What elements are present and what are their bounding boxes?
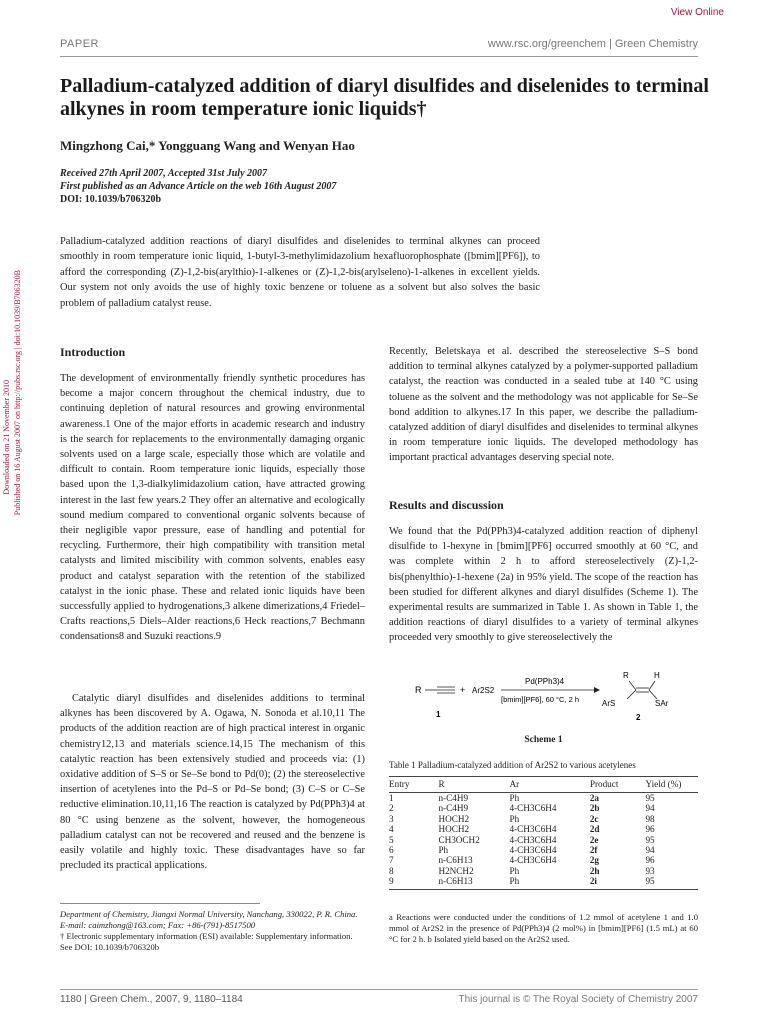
footnote-rule (60, 903, 260, 904)
esi-note: † Electronic supplementary information (ESI) available: Supplementary information. See DOI: 10.1039/b706320b (60, 931, 353, 952)
table-row (389, 793, 698, 804)
copyright-note: This journal is © The Royal Society of Chemistry 2007 (458, 994, 698, 1005)
table-cell: 3 (389, 813, 394, 824)
table-cell: 95 (645, 834, 655, 845)
published-date: First published as an Advance Article on the web 16th August 2007 (60, 181, 337, 192)
scheme-product-bond-sar (649, 690, 657, 699)
table-cell: n-C6H13 (438, 876, 509, 889)
table-cell: 4-CH3C6H4 (509, 803, 557, 814)
table-cell: 2 (389, 803, 394, 814)
table-cell: 2e (589, 834, 599, 845)
scheme-plus: + (460, 685, 466, 695)
scheme-product-bond-ars (627, 690, 636, 699)
scheme-1-diagram (389, 666, 698, 746)
table-header-entry: Entry (389, 777, 438, 793)
view-online-link[interactable]: View Online (670, 7, 724, 18)
table-cell: H2NCH2 (438, 865, 474, 876)
table-cell: n-C4H9 (438, 793, 469, 803)
footer-rule (60, 989, 698, 990)
table-cell: 95 (645, 876, 698, 889)
scheme-product-sar: SAr (655, 699, 669, 708)
table-body (389, 793, 698, 890)
table-row (389, 866, 698, 876)
table-cell: n-C6H13 (438, 855, 473, 866)
table-cell: 2i (590, 876, 646, 889)
abstract: Palladium-catalyzed addition reactions of diaryl disulfides and diselenides to terminal alkynes can proceed smoothly in room temperature ionic liquid, 1-butyl-3-methylimidazolium hexafluorophosphate ([bmim][PF6]), to afford the corresponding (Z)-1,2-bis(arylthio)-1-alkenes or (Z)-1,2-bis(arylseleno)-1-alkenes in excellent yields. Our system not only avoids the use of highly toxic benzene or toluene as a solvent but also solves the basic problem of palladium catalyst reuse. (60, 236, 540, 309)
table-cell: 9 (389, 876, 438, 889)
table-cell: 98 (645, 813, 655, 824)
results-heading: Results and discussion (389, 498, 504, 512)
table-cell: 2c (589, 813, 599, 824)
table-cell: 4 (389, 824, 394, 835)
table-cell: HOCH2 (438, 824, 470, 835)
paper-label: PAPER (60, 38, 99, 50)
article-title: Palladium-catalyzed addition of diaryl disulfides and diselenides to terminal alkynes in room temperature ionic liquids† (60, 75, 709, 120)
sidebar-downloaded: Downloaded on 21 November 2010 (2, 380, 11, 495)
table-cell: 6 (389, 845, 394, 856)
table-cell: 2d (589, 824, 600, 835)
table-header-row (389, 777, 698, 793)
table-cell: 96 (645, 855, 655, 866)
table-cell: Ph (509, 813, 520, 824)
journal-url[interactable]: www.rsc.org/greenchem | Green Chemistry (487, 38, 698, 50)
scheme-product-bond-h (649, 681, 655, 690)
introduction-heading: Introduction (60, 345, 126, 359)
article-dates (60, 167, 336, 206)
table-cell: 2b (589, 803, 600, 814)
results-paragraph-1: We found that the Pd(PPh3)4-catalyzed addition reaction of diphenyl disulfide to 1-hexyne in [bmim][PF6] occurred smoothly at 60 °C, and was complete within 2 h to afford stereoselectively (Z)-1,2-bis(phenylthio)-1-hexene (2a) in 95% yield. The scope of the reaction has been studied for different alkynes and diaryl disulfides (Scheme 1). The experimental results are summarized in Table 1. As shown in Table 1, the addition reactions of diaryl disulfides to a variety of terminal alkynes proceeded very smoothly to give stereoselectively the (389, 526, 698, 644)
scheme-reagent: Ar2S2 (472, 686, 495, 695)
received-date: Received 27th April 2007, Accepted 31st July 2007 (60, 168, 268, 179)
table-cell: 2h (589, 865, 600, 876)
table-cell: HOCH2 (438, 813, 470, 824)
table-cell: CH3OCH2 (438, 834, 480, 845)
scheme-conditions: [bmim][PF6], 60 °C, 2 h (501, 695, 580, 704)
page-header (60, 38, 698, 54)
table-cell: 93 (645, 865, 655, 876)
table-cell: 2a (589, 793, 600, 803)
table-row (389, 814, 698, 824)
scheme-label-2: 2 (636, 713, 641, 722)
table-cell: 95 (645, 793, 655, 803)
table-header-ar: Ar (510, 777, 590, 793)
table-cell: 7 (389, 855, 394, 866)
authors: Mingzhong Cai,* Yongguang Wang and Wenyan Hao (60, 138, 355, 153)
table-cell: 5 (389, 834, 394, 845)
table-row (389, 876, 698, 889)
table-cell: 4-CH3C6H4 (509, 845, 557, 856)
header-rule (60, 56, 698, 57)
table-1 (389, 776, 698, 890)
scheme-arrowhead (594, 687, 600, 693)
table-row (389, 855, 698, 865)
table-cell: 4-CH3C6H4 (509, 834, 557, 845)
scheme-catalyst: Pd(PPh3)4 (525, 677, 565, 686)
table-row (389, 845, 698, 855)
table-cell: Ph (438, 845, 449, 856)
table-cell: 8 (389, 865, 394, 876)
scheme-caption: Scheme 1 (524, 735, 563, 745)
table-cell: 2f (589, 845, 598, 856)
table-cell: 94 (645, 803, 655, 814)
table-cell: Ph (509, 793, 520, 803)
affiliation-note: Department of Chemistry, Jiangxi Normal University, Nanchang, 330022, P. R. China. E-mail: caimzhong@163.com; Fax: +86-(791)-8517500 (60, 909, 358, 930)
table-row (389, 803, 698, 813)
sidebar-published[interactable]: Published on 16 August 2007 on http://pubs.rsc.org | doi:10.1039/B706320B (13, 270, 22, 516)
table-cell: 96 (645, 824, 655, 835)
table-cell: Ph (510, 876, 590, 889)
table-cell: Ph (509, 865, 520, 876)
scheme-reactant-r: R (415, 685, 422, 695)
scheme-product-r: R (623, 671, 629, 680)
scheme-product-h: H (654, 671, 660, 680)
table-row (389, 824, 698, 834)
scheme-label-1: 1 (436, 710, 441, 719)
table-cell: 4-CH3C6H4 (509, 824, 557, 835)
table-cell: 2g (589, 855, 600, 866)
table-header-yield: Yield (%) (645, 777, 698, 793)
scheme-product-bond-r (629, 681, 636, 690)
table-caption: Table 1 Palladium-catalyzed addition of Ar2S2 to various acetylenes (389, 760, 636, 770)
right-paragraph-1: Recently, Beletskaya et al. described the stereoselective S–S bond addition to terminal alkynes catalyzed by a polymer-supported palladium catalyst, the reaction was conducted in a sealed tube at 140 °C using toluene as the solvent and the methodology was not applicable for Se–Se bond addition to alkynes.17 In this paper, we describe the palladium-catalyzed addition of diaryl disulfides and diselenides to terminal alkynes in room temperature ionic liquids. The developed methodology has important practical advantages deserving special note. (389, 346, 698, 464)
table-header-product: Product (590, 777, 646, 793)
footnotes (60, 909, 365, 953)
table-cell: 94 (645, 845, 655, 856)
table-header-r: R (438, 777, 509, 793)
table-row (389, 835, 698, 845)
scheme-product-ars: ArS (602, 699, 616, 708)
table-cell: 4-CH3C6H4 (509, 855, 557, 866)
table-notes: a Reactions were conducted under the conditions of 1.2 mmol of acetylene 1 and 1.0 mmol of Ar2S2 in the presence of Pd(PPh3)4 (2 mol%) in [bmim][PF6] (1.5 mL) at 60 °C for 2 h. b Isolated yield based on the Ar2S2 used. (389, 912, 698, 944)
table-cell: n-C4H9 (438, 803, 469, 814)
page-citation: 1180 | Green Chem., 2007, 9, 1180–1184 (60, 994, 243, 1005)
introduction-paragraph-1: The development of environmentally friendly synthetic procedures has become a major concern throughout the chemical industry, due to continuing depletion of natural resources and growing environmental awareness.1 One of the major efforts in academic research and industry is the search for replacements to the environmentally damaging organic solvents used on a large scale, especially those which are volatile and difficult to contain. Room temperature ionic liquids, especially those based upon the 1,3-dialkylimidazolium cation, have attracted growing interest in the last few years.2 They offer an alternative and ecologically sound medium compared to conventional organic solvents because of their negligible vapor pressure, ease of handling and potential for recycling. Furthermore, their high compatibility with transition metal catalysts and limited miscibility with common solvents, enables easy product and catalyst separation with the retention of the stabilized catalyst in the ionic phase. These and related ionic liquids have been successfully applied to hydrogenations,3 alkene dimerizations,4 Friedel–Crafts reactions,5 Diels–Alder reactions,6 Heck reactions,7 Bechmann condensations8 and Suzuki reactions.9 (60, 373, 365, 643)
introduction-paragraph-2: Catalytic diaryl disulfides and diselenides additions to terminal alkynes has been discovered by A. Ogawa, N. Sonoda et al.10,11 The products of the addition reaction are of high practical interest in organic chemistry12,13 and materials science.14,15 The mechanism of this catalytic reaction has been extensively studied and proceeds via: (1) oxidative addition of S–S or Se–Se bond to Pd(0); (2) the stereoselective insertion of acetylenes into the Pd–S or Pd–Se bond; (3) C–S or C–Se reductive elimination.10,11,16 The reaction is catalyzed by Pd(PPh3)4 at 80 °C using benzene as the solvent, however, the homogeneous palladium catalyst can not be recovered and reused and the benzene is easily volatile and highly toxic. These disadvantages have so far precluded its practical applications. (60, 693, 365, 872)
doi[interactable]: DOI: 10.1039/b706320b (60, 194, 162, 205)
table-cell: 1 (389, 793, 394, 803)
